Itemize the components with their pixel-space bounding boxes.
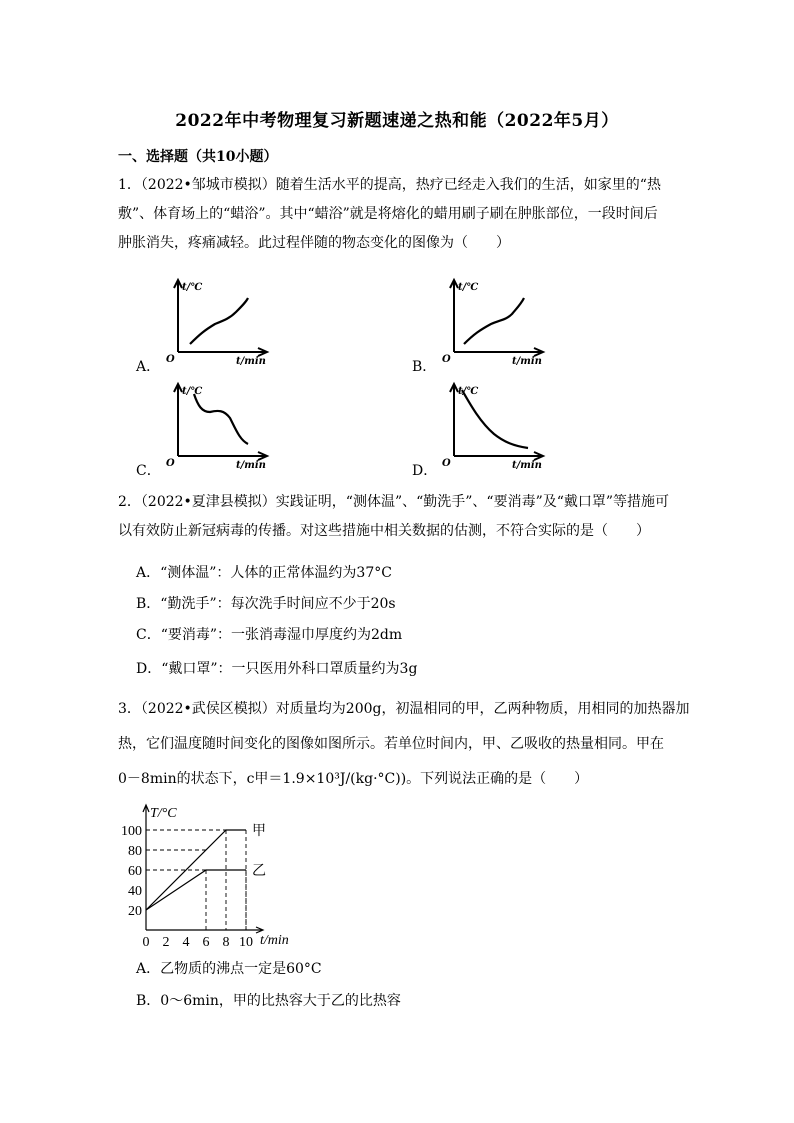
graph-c-x-label: t/min (236, 460, 266, 471)
chart-y-tick-2: 60 (128, 864, 142, 879)
chart-series-line-1 (146, 870, 246, 910)
graph-b-origin: O (442, 354, 451, 365)
chart-x-tick-2: 4 (182, 935, 190, 950)
graph-b (436, 276, 556, 366)
graph-b-y-label: t/℃ (458, 282, 479, 293)
graph-c-curve (194, 394, 248, 444)
chart-legend-0: 甲 (252, 823, 266, 839)
question-2-option-b: B．“勤洗手”：每次洗手时间应不少于20s (136, 596, 396, 612)
question-2-line-1: 2．（2022•夏津县模拟）实践证明，“测体温”、“勤洗手”、“要消毒”及“戴口罩”等措施可 (118, 494, 670, 510)
page-title: 2022年中考物理复习新题速递之热和能（2022年5月） (175, 111, 619, 131)
graph-b-curve (464, 298, 524, 344)
chart-x-tick-3: 6 (202, 935, 210, 950)
question-1-line-2: 敷”、体育场上的“蜡浴”。其中“蜡浴”就是将熔化的蜡用刷子刷在肿胀部位，一段时间后 (118, 206, 658, 222)
question-2 (118, 488, 690, 546)
question-1-line-1: 1．（2022•邹城市模拟）随着生活水平的提高，热疗已经走入我们的生活，如家里的“热 (118, 177, 661, 193)
chart-x-tick-0: 0 (142, 935, 150, 950)
question-3-line-3: 0－8min的状态下，c甲＝1.9×10³J/(kg·°C))。下列说法正确的是（ ） (118, 771, 589, 787)
graph-c-origin: O (166, 458, 175, 469)
question-3-option-b: B．0～6min，甲的比热容大于乙的比热容 (136, 993, 401, 1009)
section-heading: 一、选择题（共10小题） (118, 149, 278, 165)
chart-y-tick-0: 20 (128, 904, 142, 919)
question-3-line-1: 3．（2022•武侯区模拟）对质量均为200g，初温相同的甲，乙两种物质，用相同的加热器加 (118, 701, 690, 717)
graph-a-y-label: t/℃ (182, 282, 203, 293)
chart-x-label: t/min (260, 933, 289, 948)
question-1 (118, 171, 690, 258)
chart-y-label: T/°C (150, 806, 177, 821)
graph-c (160, 380, 280, 472)
graph-d-y-label: t/℃ (458, 386, 479, 397)
chart-y-tick-1: 40 (128, 884, 142, 899)
question-2-line-2: 以有效防止新冠病毒的传播。对这些措施中相关数据的估测，不符合实际的是（ ） (118, 523, 650, 539)
question-3-option-a: A．乙物质的沸点一定是60°C (136, 961, 322, 977)
graph-d-origin: O (442, 458, 451, 469)
chart-x-tick-5: 10 (239, 935, 253, 950)
chart-x-tick-4: 8 (222, 935, 230, 950)
question-3 (118, 692, 690, 797)
temperature-time-chart (112, 800, 312, 952)
chart-y-tick-3: 80 (128, 844, 142, 859)
chart-legend-1: 乙 (252, 863, 266, 879)
option-d-label: D． (412, 463, 438, 479)
graph-d (436, 380, 556, 472)
option-b-label: B． (412, 359, 437, 375)
option-a-label: A． (136, 359, 161, 375)
question-1-line-3: 肿胀消失，疼痛减轻。此过程伴随的物态变化的图像为（ ） (118, 235, 510, 251)
question-3-line-2: 热，它们温度随时间变化的图像如图所示。若单位时间内，甲、乙吸收的热量相同。甲在 (118, 736, 664, 752)
graph-a-origin: O (166, 354, 175, 365)
question-2-option-c: C．“要消毒”：一张消毒湿巾厚度约为2dm (136, 627, 403, 643)
graph-a (160, 276, 280, 366)
chart-y-tick-4: 100 (121, 824, 142, 839)
question-2-option-d: D．“戴口罩”：一只医用外科口罩质量约为3g (136, 661, 418, 677)
option-c-label: C． (136, 463, 161, 479)
graph-c-y-label: t/℃ (182, 386, 203, 397)
graph-d-curve (462, 390, 528, 448)
graph-d-x-label: t/min (512, 460, 542, 471)
graph-a-x-label: t/min (236, 356, 266, 366)
chart-x-tick-1: 2 (162, 935, 170, 950)
question-2-option-a: A．“测体温”：人体的正常体温约为37°C (136, 565, 392, 581)
graph-a-curve (190, 298, 248, 344)
graph-b-x-label: t/min (512, 356, 542, 366)
